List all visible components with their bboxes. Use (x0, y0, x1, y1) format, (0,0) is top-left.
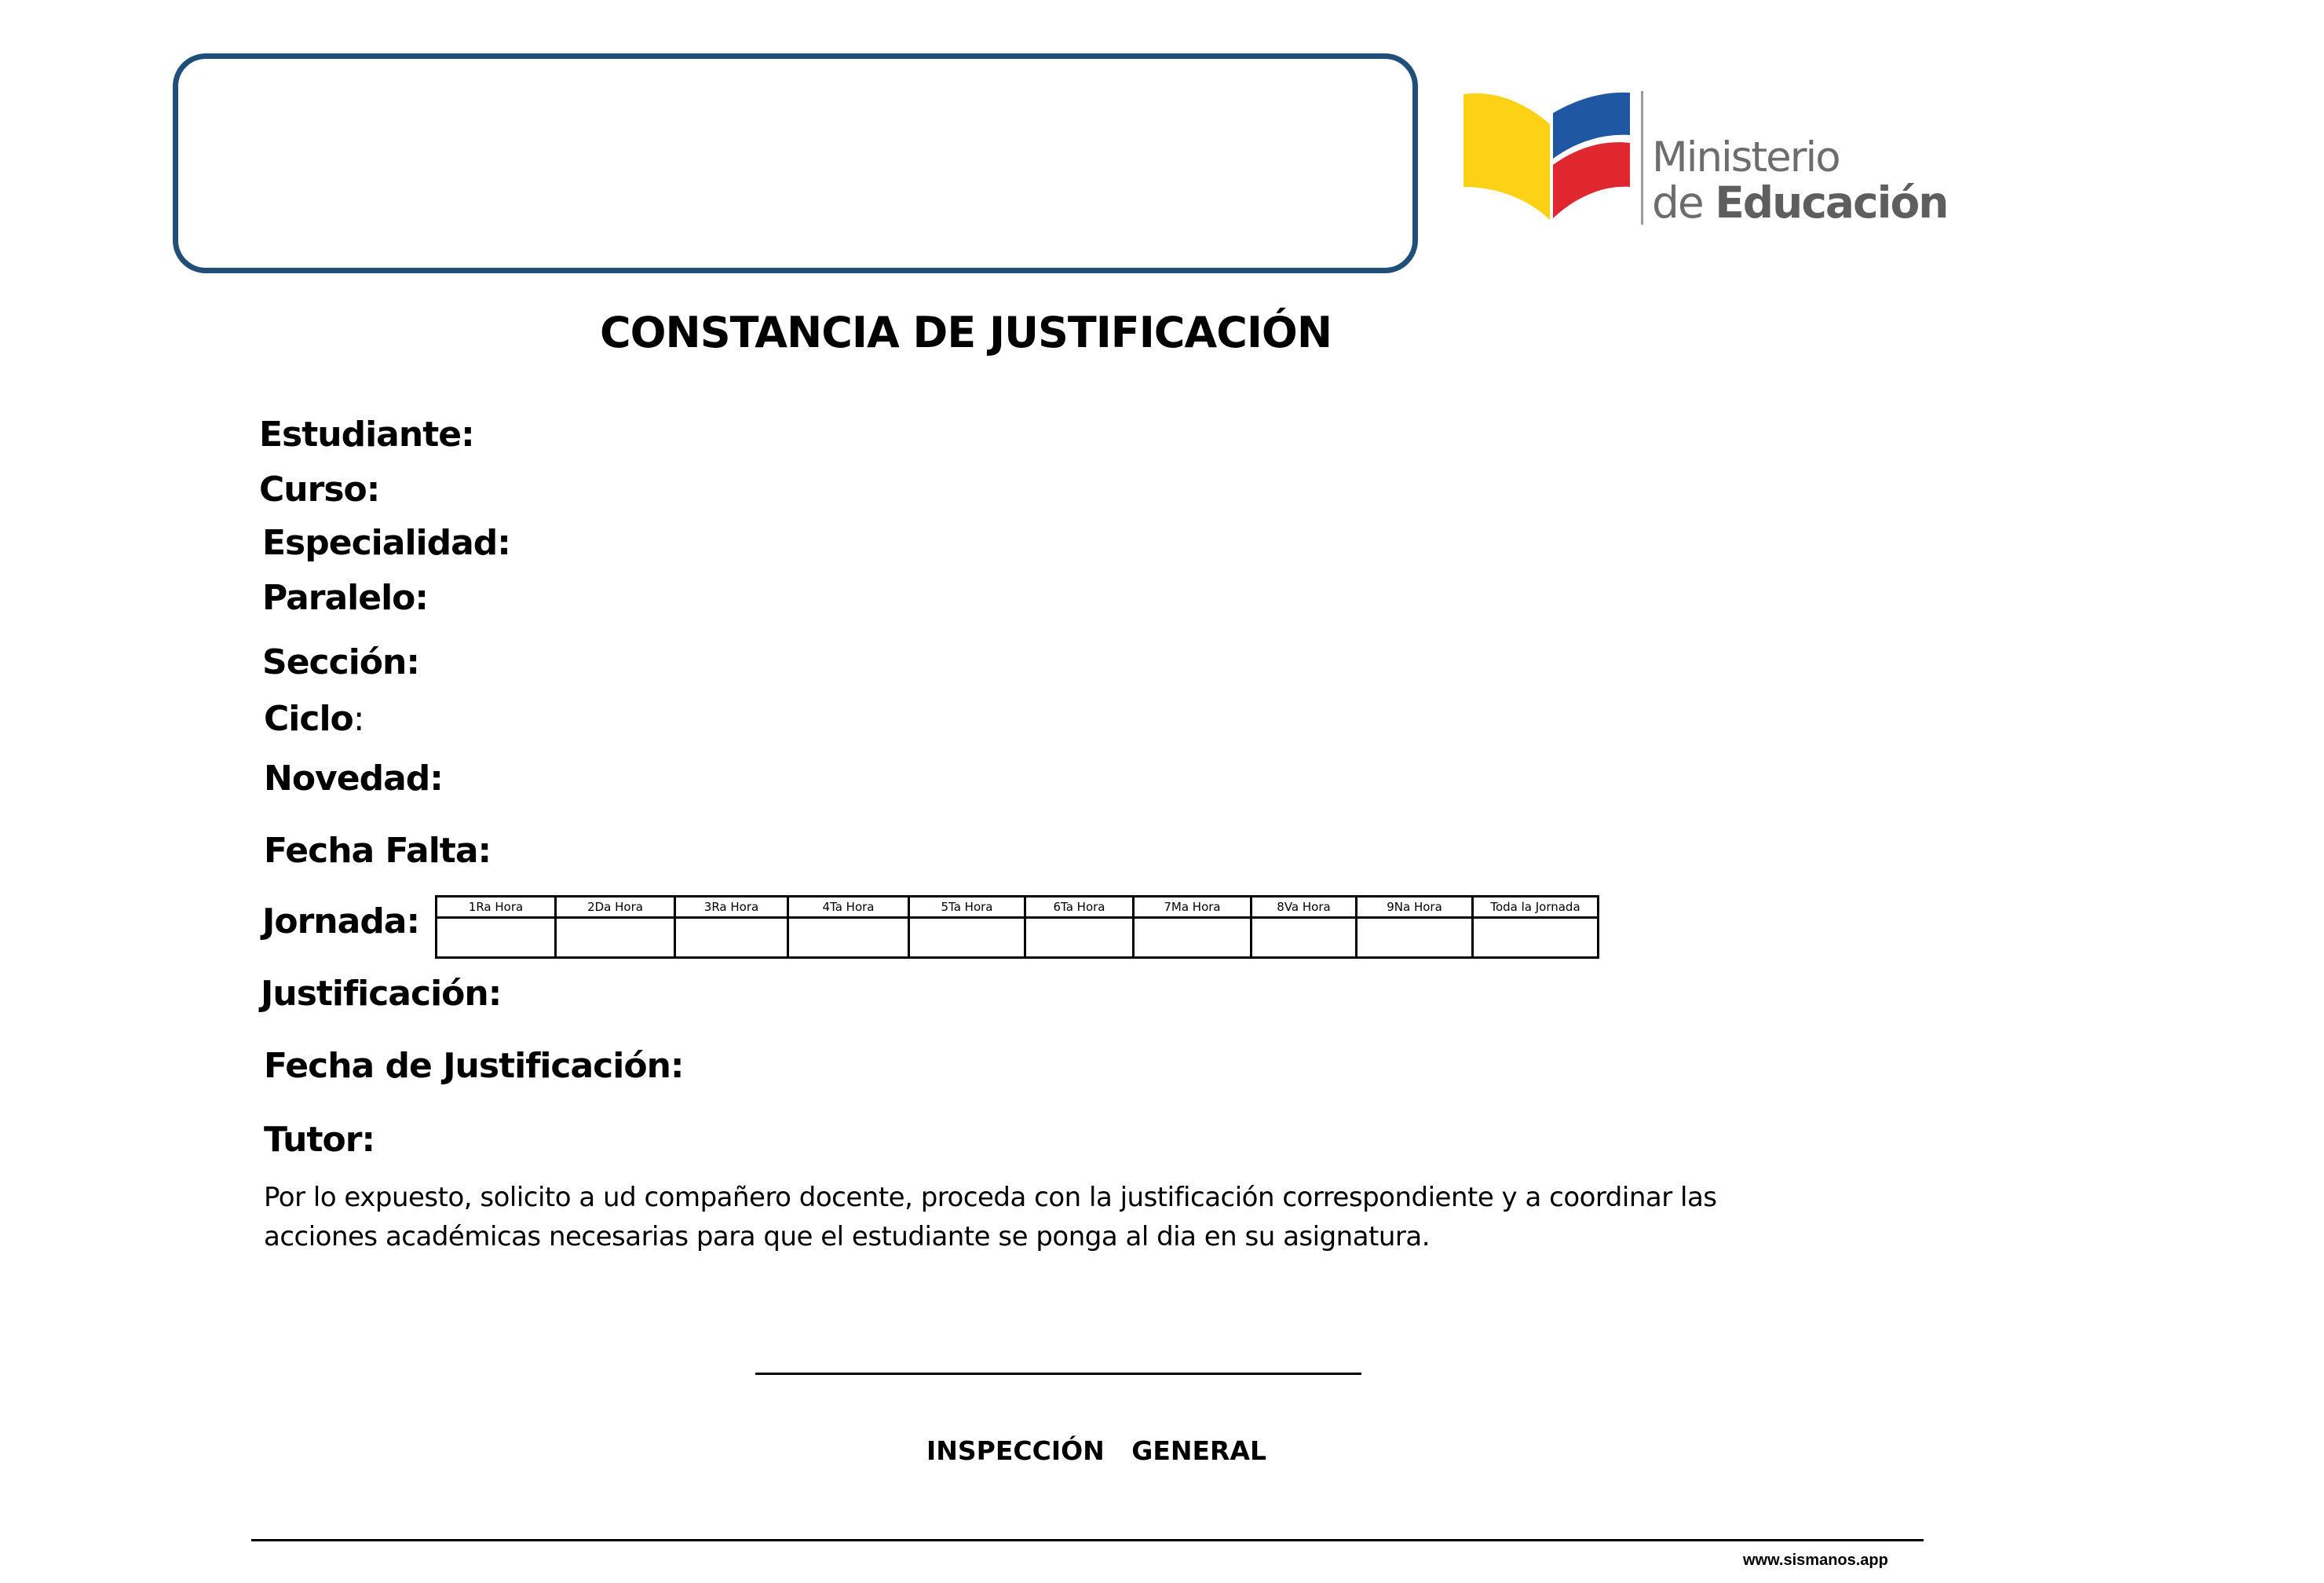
label-estudiante: Estudiante: (259, 415, 474, 455)
jornada-cell-2 (556, 918, 675, 958)
logo-separator (1641, 91, 1643, 225)
paragraph-line-2: acciones académicas necesarias para que el estudiante se ponga al dia en su asignatura. (264, 1221, 1431, 1252)
jornada-cell-5 (909, 918, 1025, 958)
logo-text-educacion-bold: Educación (1715, 177, 1948, 228)
jornada-value-row (437, 918, 1599, 958)
book-flag-icon (1462, 86, 1635, 228)
paragraph-line-1: Por lo expuesto, solicito a ud compañero docente, proceda con la justificación correspondiente y a coordinar las (264, 1182, 1717, 1213)
label-justificacion: Justificación: (261, 974, 502, 1014)
jornada-col-3: 3Ra Hora (675, 897, 788, 918)
footer-divider (251, 1539, 1924, 1541)
logo-text-de: de (1652, 177, 1716, 228)
jornada-cell-4 (788, 918, 909, 958)
jornada-header-row (437, 897, 1599, 918)
signature-line (755, 1373, 1361, 1375)
footer-url: www.sismanos.app (1743, 1552, 1888, 1569)
document-title: CONSTANCIA DE JUSTIFICACIÓN (599, 308, 1332, 357)
jornada-col-9: 9Na Hora (1357, 897, 1473, 918)
label-tutor: Tutor: (264, 1120, 375, 1160)
jornada-cell-6 (1025, 918, 1134, 958)
label-especialidad: Especialidad: (262, 523, 510, 563)
label-curso: Curso: (259, 470, 380, 510)
logo-text-educacion (1652, 177, 1947, 228)
label-ciclo-colon: : (353, 699, 364, 739)
label-novedad: Novedad: (264, 759, 443, 799)
jornada-cell-8 (1252, 918, 1357, 958)
jornada-cell-1 (437, 918, 556, 958)
jornada-cell-9 (1357, 918, 1473, 958)
jornada-col-5: 5Ta Hora (909, 897, 1025, 918)
label-seccion: Sección: (262, 642, 419, 682)
label-ciclo (264, 699, 364, 739)
jornada-col-1: 1Ra Hora (437, 897, 556, 918)
label-fecha-falta: Fecha Falta: (264, 831, 491, 871)
signature-label: INSPECCIÓN GENERAL (926, 1435, 1267, 1466)
jornada-cell-toda (1473, 918, 1599, 958)
label-paralelo: Paralelo: (262, 578, 428, 618)
jornada-col-2: 2Da Hora (556, 897, 675, 918)
label-jornada: Jornada: (262, 901, 420, 941)
jornada-cell-7 (1134, 918, 1252, 958)
jornada-col-7: 7Ma Hora (1134, 897, 1252, 918)
label-fecha-justificacion: Fecha de Justificación: (264, 1046, 684, 1086)
request-paragraph (264, 1178, 1756, 1256)
ministerio-logo (1462, 86, 1948, 236)
label-ciclo-text: Ciclo (264, 699, 353, 739)
jornada-col-8: 8Va Hora (1252, 897, 1357, 918)
header-blank-box (173, 53, 1418, 273)
logo-text-ministerio: Ministerio (1652, 133, 1840, 181)
jornada-col-toda: Toda la Jornada (1473, 897, 1599, 918)
jornada-col-4: 4Ta Hora (788, 897, 909, 918)
jornada-table (435, 895, 1599, 959)
jornada-col-6: 6Ta Hora (1025, 897, 1134, 918)
jornada-cell-3 (675, 918, 788, 958)
